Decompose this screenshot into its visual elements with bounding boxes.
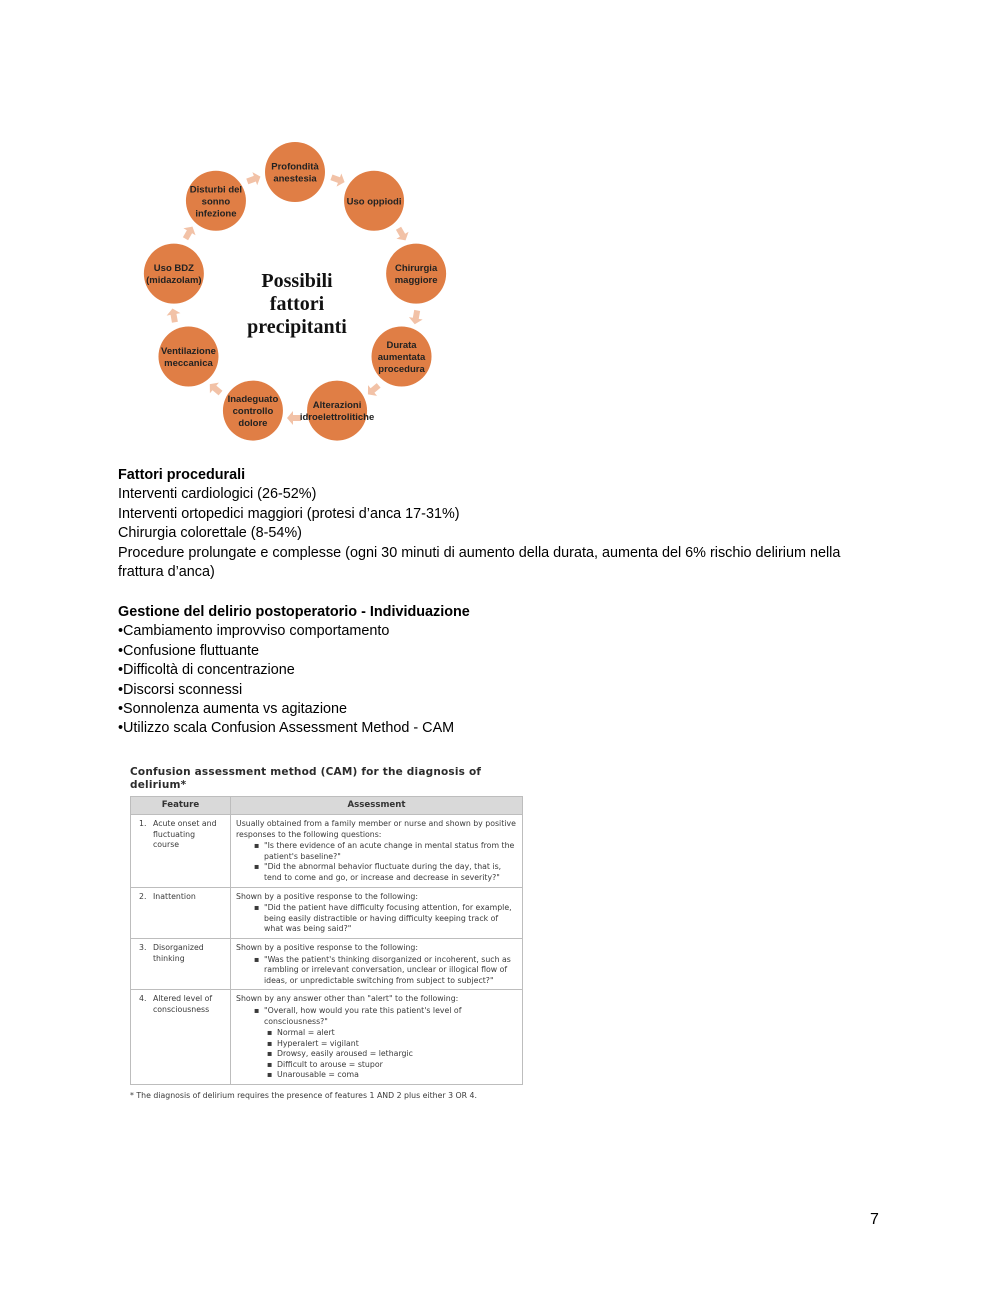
cycle-node-label: Durata aumentata procedura bbox=[377, 340, 426, 375]
procedural-factors-section bbox=[118, 466, 878, 582]
cam-header-feature: Feature bbox=[131, 797, 231, 815]
management-item-line: •Sonnolenza aumenta vs agitazione bbox=[118, 701, 348, 718]
cam-assessment-intro: Shown by any answer other than "alert" to the following: bbox=[236, 994, 459, 1004]
cam-feature-name: Disorganized thinking bbox=[153, 942, 204, 963]
cam-table-footnote: * The diagnosis of delirium requires the presence of features 1 AND 2 plus either 3 OR 4. bbox=[130, 1091, 477, 1101]
precipitating-factors-cycle-diagram bbox=[120, 130, 460, 450]
cycle-node bbox=[265, 142, 325, 202]
management-item-line: •Cambiamento improvviso comportamento bbox=[118, 623, 390, 640]
cam-consciousness-level: ▪ Drowsy, easily aroused = lethargic bbox=[277, 1049, 517, 1060]
cam-assessment-cell bbox=[231, 815, 523, 888]
cam-assessment-intro: Shown by a positive response to the following: bbox=[236, 891, 418, 901]
diagram-center-label: Possibili fattori precipitanti bbox=[247, 270, 347, 338]
cam-consciousness-level: ▪ Hyperalert = vigilant bbox=[277, 1039, 517, 1050]
cam-table-title: Confusion assessment method (CAM) for the diagnosis of delirium* bbox=[130, 766, 482, 791]
cycle-node bbox=[144, 244, 204, 304]
cam-feature-number: 2. bbox=[139, 891, 147, 901]
cam-assessment-question: ▪ "Overall, how would you rate this patient's level of consciousness?" ▪ Normal = alert ▪ Hyperalert = vigilant ▪ Drowsy, easily aroused = lethargic ▪ Difficult to arouse = stupor ▪ Unarousable = coma bbox=[264, 1006, 517, 1081]
delirium-management-section bbox=[118, 603, 878, 739]
cycle-arrow-icon bbox=[166, 307, 182, 323]
cycle-arrow-icon bbox=[205, 379, 225, 399]
procedural-factors-heading: Fattori procedurali bbox=[118, 467, 246, 483]
cam-consciousness-level: ▪ Unarousable = coma bbox=[277, 1070, 517, 1081]
cam-consciousness-levels bbox=[264, 1028, 517, 1081]
cam-table-row bbox=[131, 815, 523, 888]
cam-feature-number: 3. bbox=[139, 942, 147, 952]
procedural-factor-line: Chirurgia colorettale (8-54%) bbox=[118, 525, 302, 542]
cycle-node bbox=[344, 171, 404, 231]
cycle-node bbox=[158, 327, 218, 387]
cam-table-header-row bbox=[131, 797, 523, 815]
cam-table-figure bbox=[130, 766, 524, 1102]
cycle-node-label: Uso BDZ (midazolam) bbox=[146, 263, 202, 287]
cam-header-assessment: Assessment bbox=[231, 797, 523, 815]
cam-feature-cell bbox=[131, 938, 231, 989]
procedural-factor-line: Interventi cardiologici (26-52%) bbox=[118, 486, 317, 503]
cycle-node-label: Profondità anestesia bbox=[271, 161, 319, 185]
cycle-node-label: Disturbi del sonno infezione bbox=[189, 184, 243, 220]
cam-assessment-questions bbox=[236, 955, 517, 987]
cam-feature-cell bbox=[131, 815, 231, 888]
cycle-arrow-icon bbox=[363, 380, 383, 400]
cam-feature-number: 4. bbox=[139, 994, 147, 1004]
cycle-arrow-icon bbox=[329, 171, 347, 189]
cam-table-row bbox=[131, 887, 523, 938]
cam-feature-name: Altered level of consciousness bbox=[153, 994, 213, 1014]
management-item-line: •Discorsi sconnessi bbox=[118, 681, 243, 698]
cycle-arrow-icon bbox=[245, 170, 263, 188]
cam-assessment-question: ▪ "Was the patient's thinking disorganized or incoherent, such as rambling or irrelevant conversation, unclear or illogical flow of ideas, or unpredictable switching from subject to subject?" bbox=[264, 955, 517, 987]
cam-feature-name: Inattention bbox=[153, 891, 196, 901]
delirium-management-heading: Gestione del delirio postoperatorio - Individuazione bbox=[118, 604, 470, 620]
cam-feature-cell bbox=[131, 887, 231, 938]
cam-consciousness-level: ▪ Normal = alert bbox=[277, 1028, 517, 1039]
cycle-node bbox=[186, 171, 246, 231]
cam-table-row bbox=[131, 990, 523, 1085]
procedural-factor-line: Interventi ortopedici maggiori (protesi d’anca 17-31%) bbox=[118, 505, 460, 522]
cycle-node-label: Chirurgia maggiore bbox=[394, 263, 438, 287]
cam-assessment-question: ▪ "Is there evidence of an acute change in mental status from the patient's baseline?" bbox=[264, 841, 517, 862]
cam-assessment-questions bbox=[236, 903, 517, 935]
cycle-node bbox=[372, 327, 432, 387]
cam-table bbox=[130, 796, 523, 1085]
cam-assessment-questions bbox=[236, 1006, 517, 1081]
cam-feature-cell bbox=[131, 990, 231, 1085]
cycle-arrow-icon bbox=[179, 223, 198, 242]
cam-feature-name: Acute onset and fluctuating course bbox=[153, 819, 217, 850]
cam-assessment-intro: Shown by a positive response to the following: bbox=[236, 942, 418, 952]
cycle-node bbox=[386, 244, 446, 304]
cycle-node bbox=[300, 381, 374, 441]
cam-assessment-intro: Usually obtained from a family member or nurse and shown by positive responses to the following questions: bbox=[236, 819, 516, 839]
cam-consciousness-level: ▪ Difficult to arouse = stupor bbox=[277, 1060, 517, 1071]
cycle-node-label: Inadeguato controllo dolore bbox=[227, 394, 279, 430]
cam-table-row bbox=[131, 938, 523, 989]
cycle-arrow-icon bbox=[392, 225, 411, 244]
management-item-line: •Confusione fluttuante bbox=[118, 642, 260, 659]
delirium-management-list bbox=[118, 622, 878, 738]
procedural-factors-list bbox=[118, 485, 878, 582]
cam-assessment-cell bbox=[231, 887, 523, 938]
management-item-line: •Utilizzo scala Confusion Assessment Method - CAM bbox=[118, 720, 455, 737]
cycle-node bbox=[223, 381, 283, 441]
cam-assessment-question: ▪ "Did the patient have difficulty focusing attention, for example, being easily distractible or having difficulty keeping track of what was being said?" bbox=[264, 903, 517, 935]
cam-assessment-cell bbox=[231, 938, 523, 989]
cycle-node-label: Ventilazione meccanica bbox=[161, 346, 216, 369]
cycle-node-label: Alterazioni idroelettrolitiche bbox=[299, 400, 375, 424]
cycle-arrow-icon bbox=[408, 309, 424, 325]
cycle-node-label: Uso oppiodi bbox=[346, 196, 402, 208]
cam-assessment-cell bbox=[231, 990, 523, 1085]
cam-table-body bbox=[131, 815, 523, 1085]
page-number: 7 bbox=[870, 1211, 879, 1228]
procedural-factor-line: Procedure prolungate e complesse (ogni 30 minuti di aumento della durata, aumenta del 6% rischio delirium nella frattura d’anca) bbox=[118, 544, 841, 581]
cam-assessment-question: ▪ "Did the abnormal behavior fluctuate during the day, that is, tend to come and go, or increase and decrease in severity?" bbox=[264, 862, 517, 883]
cam-feature-number: 1. bbox=[139, 819, 147, 828]
management-item-line: •Difficoltà di concentrazione bbox=[118, 662, 295, 679]
cam-assessment-questions bbox=[236, 841, 517, 883]
